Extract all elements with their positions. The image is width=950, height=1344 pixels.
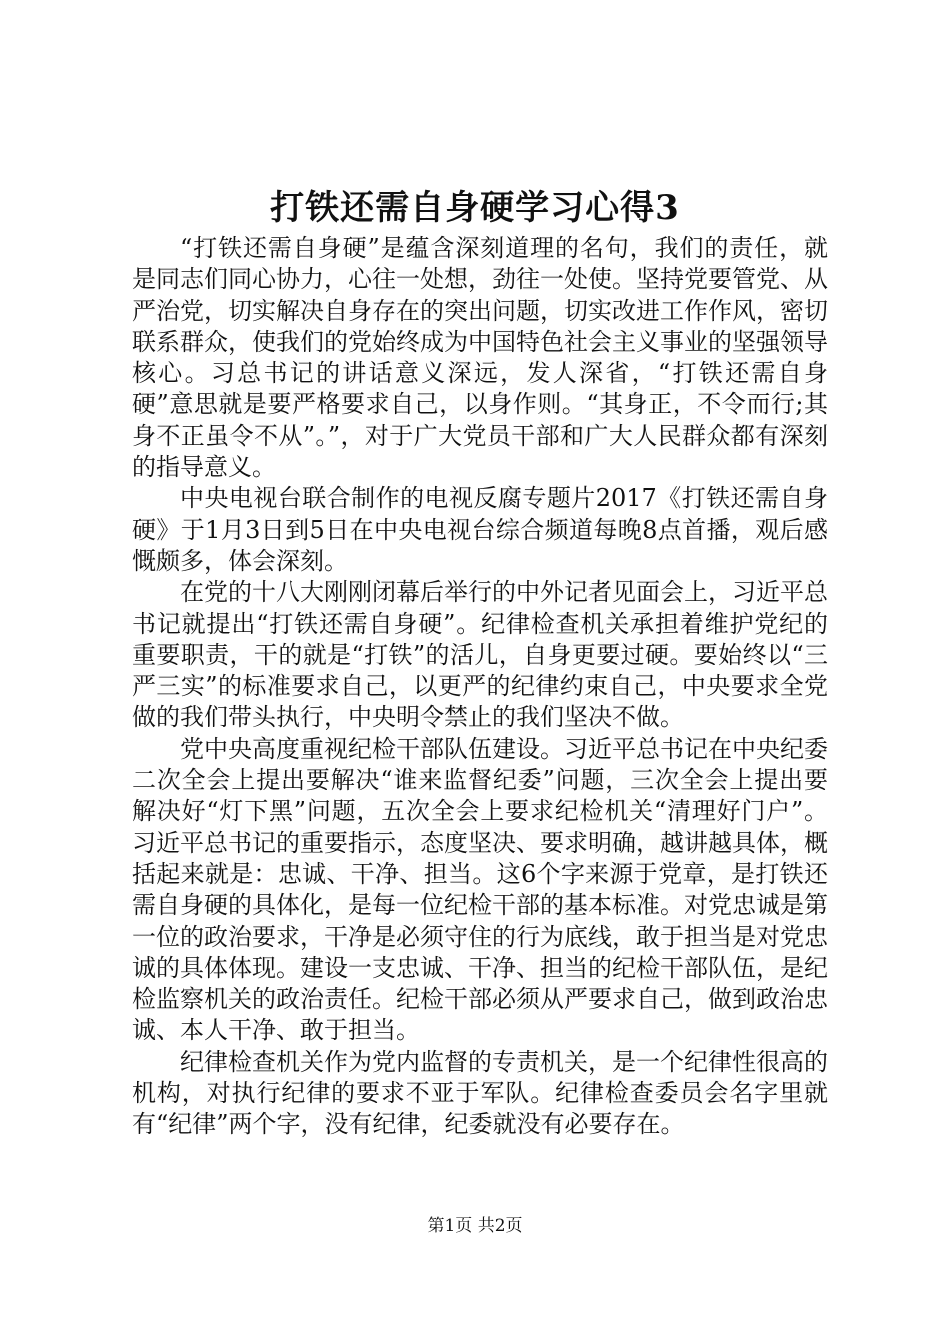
page-number-footer: 第1页 共2页 xyxy=(427,1216,523,1236)
paragraph-2: 中央电视台联合制作的电视反腐专题片2017《打铁还需自身硬》于1月3日到5日在中央电视台综合频道每晚8点首播，观后感慨颇多，体会深刻。 xyxy=(132,484,828,575)
paragraph-3: 在党的十八大刚刚闭幕后举行的中外记者见面会上，习近平总书记就提出“打铁还需自身硬”。纪律检查机关承担着维护党纪的重要职责，干的就是“打铁”的活儿，自身更要过硬。要始终以“三严三实”的标准要求自己，以更严的纪律约束自己，中央要求全党做的我们带头执行，中央明令禁止的我们坚决不做。 xyxy=(132,578,828,732)
document-title: 打铁还需自身硬学习心得3 xyxy=(270,188,680,228)
paragraph-1: “打铁还需自身硬”是蕴含深刻道理的名句，我们的责任，就是同志们同心协力，心往一处想，劲往一处使。坚持党要管党、从严治党，切实解决自身存在的突出问题，切实改进工作作风，密切联系群众，使我们的党始终成为中国特色社会主义事业的坚强领导核心。习总书记的讲话意义深远，发人深省，“打铁还需自身硬”意思就是要严格要求自己，以身作则。“其身正，不令而行;其身不正虽令不从”。”，对于广大党员干部和广大人民群众都有深刻的指导意义。 xyxy=(132,234,828,482)
paragraph-5: 纪律检查机关作为党内监督的专责机关，是一个纪律性很高的机构，对执行纪律的要求不亚于军队。纪律检查委员会名字里就有“纪律”两个字，没有纪律，纪委就没有必要存在。 xyxy=(132,1047,828,1139)
paragraph-4: 党中央高度重视纪检干部队伍建设。习近平总书记在中央纪委二次全会上提出要解决“谁来监督纪委”问题，三次全会上提出要解决好“灯下黑”问题，五次全会上要求纪检机关“清理好门户”。习近平总书记的重要指示，态度坚决、要求明确，越讲越具体，概括起来就是：忠诚、干净、担当。这6个字来源于党章，是打铁还需自身硬的具体化，是每一位纪检干部的基本标准。对党忠诚是第一位的政治要求，干净是必须守住的行为底线，敢于担当是对党忠诚的具体体现。建设一支忠诚、干净、担当的纪检干部队伍，是纪检监察机关的政治责任。纪检干部必须从严要求自己，做到政治忠诚、本人干净、敢于担当。 xyxy=(132,734,828,1045)
document-body xyxy=(132,233,828,1141)
